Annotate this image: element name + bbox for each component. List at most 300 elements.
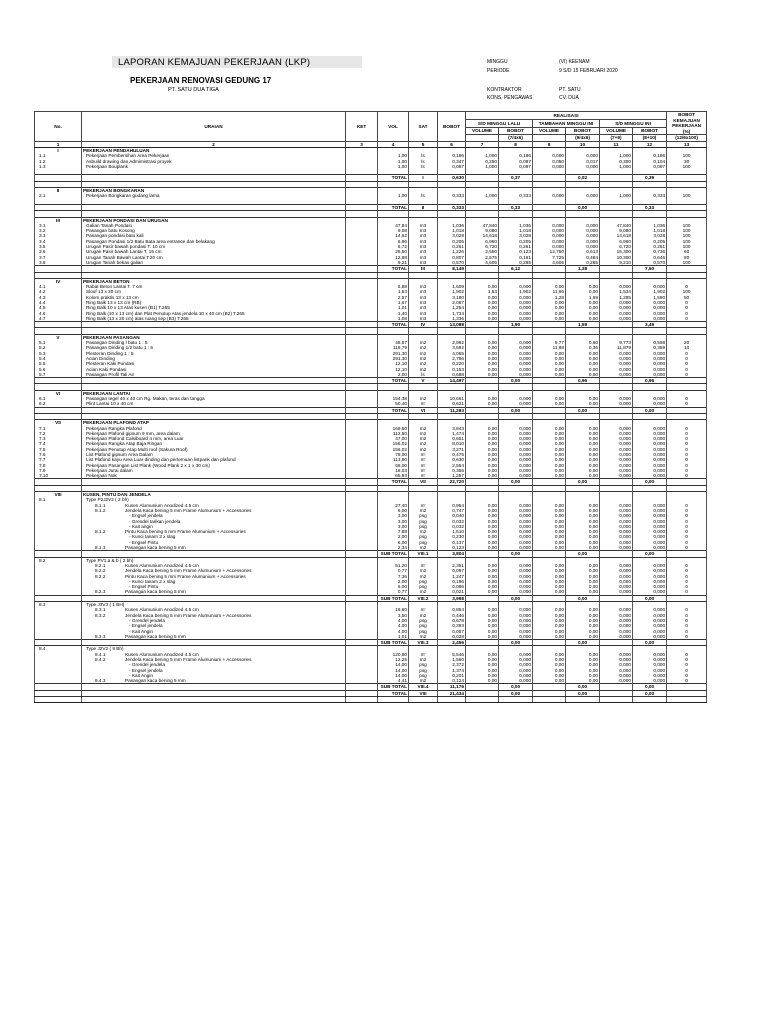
col-no: No. [35,112,82,142]
bobot-prev: 0,161 [499,255,533,260]
bobot-value: 5,546 [438,652,466,657]
volume-value: 50,40 [378,401,409,407]
volume-week: 0,00 [533,300,566,305]
formula: (8+10) [633,135,667,141]
empty-cell [35,697,82,703]
volume-value: 18,60 [378,607,409,612]
bobot-value: 0,678 [438,618,466,623]
volume-week: 0,00 [533,563,566,568]
progress-percent: 0 [667,574,707,579]
bobot-value: 3,028 [438,233,466,238]
empty-cell [378,697,409,703]
unit-value: m3 [409,228,438,233]
volume-week: 0,00 [533,678,566,684]
bobot-cum: 0,000 [633,431,667,436]
bobot-cum: 0,000 [633,441,667,446]
volume-prev: 0,00 [466,545,499,551]
bobot-cum: 0,000 [633,607,667,612]
bobot-week: 0,00 [566,441,600,446]
volume-cum: 0,000 [600,662,633,667]
unit-value: m2 [409,356,438,361]
volume-prev: 1,000 [466,164,499,169]
bobot-week: 0,285 [566,260,600,266]
volume-prev: 0,00 [466,508,499,513]
bobot-value: 0,021 [438,589,466,595]
volume-value: 6,72 [378,244,409,249]
volume-value: 7,88 [378,529,409,534]
volume-prev: 0,00 [466,623,499,628]
item-number: 7.1 [35,426,82,431]
volume-week: 0,000 [533,153,566,158]
bobot-value: 1,247 [438,574,466,579]
bobot-cum: 0,000 [633,361,667,366]
item-description: Pekerjaan Bouplank [82,164,346,169]
empty-cell [409,697,438,703]
bobot-week: 0,00 [566,513,600,518]
bobot-cum: 0,000 [633,396,667,401]
bobot-prev: 0,333 [499,193,533,198]
bobot-prev: 0,000 [499,584,533,589]
volume-week: 0,00 [533,503,566,508]
volume-cum: 0,000 [600,367,633,372]
item-description: Plesteran Kaki Pondasi [82,361,346,366]
item-description: Asbuild drawing dan Admimistrasi proyek [82,159,346,164]
unit-value: m3 [409,244,438,249]
volume-week: 0,00 [533,662,566,667]
progress-percent: 0 [667,316,707,322]
item-number: 4.4 [35,300,82,305]
bobot-prev: 0,000 [499,468,533,473]
volume-week: 0,00 [533,361,566,366]
spacer-row [35,697,707,703]
unit-value: m2 [409,678,438,684]
volume-week: 0,000 [533,193,566,198]
bobot-cum: 0,000 [633,589,667,595]
volume-value: 291,30 [378,351,409,356]
bobot-value: 0,854 [438,607,466,612]
volume-week: 0,00 [533,652,566,657]
volume-value: 48,87 [378,340,409,345]
sub-item-code: 8.2.2 [95,573,106,579]
item-description: Pekerjaan Rangka Plafond [82,426,346,431]
bobot-prev: 0,097 [499,164,533,169]
volume-prev: 0,00 [466,436,499,441]
column-number: 10 [566,141,600,147]
bobot-week: 0,00 [566,367,600,372]
bobot-week: 0,00 [566,372,600,378]
volume-value: 6,88 [378,284,409,289]
bobot-week: 0,00 [566,524,600,529]
bobot-week: 0,00 [566,607,600,612]
volume-prev: 1,000 [466,193,499,198]
item-description: Acian Dinding [82,356,346,361]
bobot-prev: 0,000 [499,441,533,446]
unit-value: m' [409,652,438,657]
item-description: Pasangan Dinding l batu 1 : 5 [82,340,346,345]
progress-percent: 0 [667,351,707,356]
volume-cum: 1,000 [600,164,633,169]
section-title: PEKERJAAN LANTAI [82,390,346,396]
unit-value: m3 [409,260,438,266]
bobot-prev: 0,087 [499,159,533,164]
volume-value: 51,20 [378,563,409,568]
unit-value: psg [409,629,438,634]
bobot-cum: 0,186 [633,153,667,158]
bobot-week: 0,00 [566,568,600,573]
volume-prev: 0,00 [466,463,499,468]
unit-value: m' [409,401,438,407]
item-description: Pasangan Dinding 1/2 batu 1 : 5 [82,345,346,350]
bobot-week: 0,00 [566,508,600,513]
column-number: 12 [633,141,667,147]
progress-percent: 0 [667,401,707,407]
total-bobot-cum: 0,00 [633,690,667,696]
bobot-value: 2,554 [438,463,466,468]
unit-value: m2 [409,613,438,618]
bobot-prev: 0,261 [499,244,533,249]
info-value: (VI) KEENAM [559,59,590,65]
progress-percent: 0 [667,519,707,524]
volume-value: 3,50 [378,613,409,618]
item-number: 4.2 [35,289,82,294]
volume-prev: 0,00 [466,563,499,568]
volume-cum: 6,960 [600,239,633,244]
total-section: VIII.2 [409,595,438,601]
section-number: I [35,147,82,153]
volume-week: 0,00 [533,634,566,640]
unit-value: m2 [409,574,438,579]
bobot-value: 0,220 [438,361,466,366]
bobot-value: 0,651 [438,436,466,441]
volume-prev: 0,00 [466,513,499,518]
volume-value: 12,25 [378,657,409,662]
formula: (7+9) [600,135,633,141]
bobot-week: 0,00 [566,629,600,634]
bobot-cum: 0,646 [633,255,667,260]
progress-percent: 0 [667,662,707,667]
volume-week: 0,000 [533,233,566,238]
total-bobot-prev: 0,00 [499,640,533,646]
volume-week: 0,00 [533,508,566,513]
progress-percent: 0 [667,563,707,568]
volume-cum: 0,000 [600,519,633,524]
bobot-value: 0,086 [438,584,466,589]
volume-cum: 0,000 [600,284,633,289]
volume-week: 0,00 [533,529,566,534]
volume-prev: 0,00 [466,579,499,584]
bobot-prev: 0,000 [499,574,533,579]
bobot-week: 0,00 [566,503,600,508]
total-section: V [409,378,438,384]
volume-cum: 0,000 [600,396,633,401]
progress-percent: 0 [667,468,707,473]
bobot-cum: 0,000 [633,367,667,372]
volume-week: 0,00 [533,519,566,524]
progress-percent: 0 [667,473,707,479]
total-bobot-week: 0,00 [566,551,600,557]
volume-prev: 0,00 [466,524,499,529]
volume-prev: 0,00 [466,452,499,457]
bobot-prev: 0,000 [499,401,533,407]
total-bobot: 0,630 [438,175,466,181]
volume-value: 14,62 [378,233,409,238]
progress-percent: 30 [667,159,707,164]
unit-value: m2 [409,589,438,595]
column-number: 3 [346,141,378,147]
sub-item-text: - Engsel Pintu [129,539,159,545]
progress-percent: 0 [667,668,707,673]
volume-prev: 0,00 [466,673,499,678]
item-number: 3.2 [35,228,82,233]
total-label: TOTAL [378,690,409,696]
col-kemajuan: BOBOT KEMAJUAN PEKERJAAN (%) [667,112,707,135]
volume-cum: 0,000 [600,436,633,441]
item-description: Pekerjaan Jurai dalam [82,468,346,473]
volume-cum: 9,210 [600,260,633,266]
bobot-week: 0,000 [566,233,600,238]
sub-item-text: - Engsel jendela [129,667,163,673]
column-number: 13 [667,141,707,147]
bobot-cum: 1,902 [633,289,667,294]
volume-week: 12,750 [533,249,566,254]
bobot-prev: 0,000 [499,508,533,513]
bobot-week: 0,00 [566,401,600,407]
total-bobot-week: 0,00 [566,595,600,601]
volume-value: 2,00 [378,534,409,539]
empty-cell [600,697,633,703]
volume-week: 11,88 [533,345,566,350]
item-number: 1.2 [35,159,82,164]
volume-cum: 0,000 [600,673,633,678]
item-number: 4.5 [35,305,82,310]
table-body [35,147,707,702]
volume-value: 2,00 [378,579,409,584]
volume-cum: 0,000 [600,574,633,579]
unit-value: m' [409,468,438,473]
total-label: TOTAL [378,322,409,328]
volume-week: 0,00 [533,311,566,316]
volume-cum: 0,000 [600,457,633,462]
bobot-value: 2,992 [438,340,466,345]
bobot-value: 0,475 [438,452,466,457]
info-label: MINGGU [487,59,508,65]
bobot-prev: 0,000 [499,295,533,300]
bobot-prev: 1,036 [499,223,533,228]
progress-percent: 100 [667,260,707,266]
sub-item-text: - Grendel jendela [129,617,165,623]
bobot-cum: 1,590 [633,295,667,300]
volume-week: 0,050 [533,159,566,164]
bobot-week: 0,00 [566,613,600,618]
col-ket: KET [346,112,378,142]
unit-value: psg [409,623,438,628]
bobot-value: 3,180 [438,295,466,300]
bobot-cum: 0,000 [633,584,667,589]
bobot-cum: 0,000 [633,513,667,518]
volume-cum: 15,300 [600,249,633,254]
item-number: 6.1 [35,396,82,401]
unit-value: m3 [409,300,438,305]
volume-cum: 1,534 [600,289,633,294]
item-number: 7.9 [35,468,82,473]
bobot-cum: 0,000 [633,305,667,310]
bobot-cum: 0,570 [633,260,667,266]
item-description: Ring Balk (10 x 13 cm) dan Plat Penutup Atas jendela 10 x 40 cm (B2) T.265 [82,311,346,316]
volume-week: 0,00 [533,524,566,529]
volume-value: 12,88 [378,255,409,260]
item-number: 7.10 [35,473,82,479]
bobot-cum: 0,000 [633,436,667,441]
bobot-value: 0,153 [438,367,466,372]
bobot-value: 0,196 [438,579,466,584]
bobot-cum: 0,000 [633,673,667,678]
total-label: SUB TOTAL [378,551,409,557]
sub-item-text: Pintu Kaca bening 5 mm Frame Alumunium + Accessories [125,573,246,579]
sub-item-text: Kusen Alumunium Anodized 4.5 cm [125,651,199,657]
col-realisasi: REALISASI [466,112,667,120]
total-section: VIII.3 [409,640,438,646]
item-description: Type J3V3 ( 1 BH) [82,602,346,608]
bobot-cum: 0,000 [633,426,667,431]
volume-week: 0,00 [533,657,566,662]
volume-prev: 0,00 [466,540,499,545]
volume-week: 0,000 [533,223,566,228]
bobot-week: 0,00 [566,289,600,294]
unit-value: m2 [409,367,438,372]
volume-cum: 0,000 [600,545,633,551]
item-number: 3.8 [35,260,82,266]
bobot-value: 1,510 [438,529,466,534]
volume-value: 25,50 [378,249,409,254]
bobot-cum: 0,000 [633,657,667,662]
total-bobot: 0,333 [438,204,466,210]
total-bobot-cum: 0,00 [633,407,667,413]
progress-percent: 0 [667,356,707,361]
volume-prev: 47,840 [466,223,499,228]
bobot-week: 0,00 [566,584,600,589]
item-description: Galian Tanah Pondasi [82,223,346,228]
total-section: VI [409,407,438,413]
total-section: IV [409,322,438,328]
item-description: Pekerjaan Penutup Atap Multi roof (Sakura Roof) [82,447,346,452]
volume-week: 0,00 [533,452,566,457]
progress-percent: 0 [667,584,707,589]
sub-item-text: Pasangan kaca bening 5 mm [125,678,186,684]
item-description: Ring Balk 13 x 13 cm (RB) [82,300,346,305]
volume-week: 0,00 [533,284,566,289]
volume-prev: 0,00 [466,534,499,539]
total-section: I [409,175,438,181]
section-number: III [35,217,82,223]
item-number: 3.5 [35,244,82,249]
volume-prev: 0,00 [466,372,499,378]
bobot-cum: 0,000 [633,678,667,684]
volume-cum: 0,000 [600,534,633,539]
volume-prev: 0,00 [466,629,499,634]
item-number: 4.6 [35,311,82,316]
volume-cum: 0,000 [600,401,633,407]
volume-week: 0,000 [533,164,566,169]
info-contractor [487,87,581,93]
bobot-week: 0,00 [566,284,600,289]
item-number: 7.7 [35,457,82,462]
bobot-value: 0,630 [438,457,466,462]
volume-prev: 0,00 [466,316,499,322]
item-description: Pasangan Pondasi 1/2 Batu Bata area entrance dan belakang [82,239,346,244]
total-bobot-cum: 0,39 [633,175,667,181]
total-bobot-week: 0,00 [566,690,600,696]
bobot-cum: 0,000 [633,284,667,289]
bobot-value: 10,661 [438,396,466,401]
sub-item-code: 8.3.2 [95,612,106,618]
volume-prev: 0,00 [466,401,499,407]
progress-percent: 20 [667,340,707,345]
volume-value: 7,36 [378,574,409,579]
volume-cum: 0,000 [600,426,633,431]
item-number: 8.2 [35,557,82,563]
total-bobot-prev: 0,33 [499,204,533,210]
volume-value: 291,30 [378,356,409,361]
sub-item-text: Kusen Alumunium Anodized 4.5 cm [125,607,199,613]
volume-value: 14,00 [378,668,409,673]
bobot-cum: 0,000 [633,613,667,618]
bobot-prev: 3,028 [499,233,533,238]
bobot-cum: 0,000 [633,311,667,316]
progress-percent: 0 [667,613,707,618]
section-number: IV [35,278,82,284]
volume-value: 6,96 [378,239,409,244]
progress-percent: 0 [667,431,707,436]
progress-percent: 0 [667,589,707,595]
volume-value: 14,00 [378,673,409,678]
bobot-prev: 0,000 [499,662,533,667]
bobot-value: 1,560 [438,657,466,662]
item-number: 5.4 [35,356,82,361]
bobot-cum: 0,000 [633,618,667,623]
project-title: PEKERJAAN RENOVASI GEDUNG 17 [130,76,272,85]
bobot-value: 1,336 [438,316,466,322]
bobot-prev: 0,000 [499,589,533,595]
volume-value: 12,10 [378,367,409,372]
bobot-value: 3,592 [438,345,466,350]
unit-value: m2 [409,436,438,441]
volume-value: 47,84 [378,223,409,228]
info-value: PT. SATU [559,87,581,93]
bobot-value: 1,257 [438,473,466,479]
total-label: TOTAL [378,378,409,384]
total-section: VIII.4 [409,684,438,690]
bobot-week: 0,00 [566,457,600,462]
company-name: PT. SATU DUA TIGA [168,87,219,93]
total-bobot-prev: 0,00 [499,551,533,557]
total-bobot-week: 1,38 [566,266,600,272]
bobot-prev: 0,000 [499,431,533,436]
bobot-week: 0,00 [566,652,600,657]
bobot-prev: 0,000 [499,534,533,539]
volume-value: 14,00 [378,662,409,667]
bobot-prev: 0,000 [499,284,533,289]
volume-week: 11,66 [533,289,566,294]
bobot-cum: 0,000 [633,300,667,305]
item-description: Pekerjaan Plafond gipsum 9 mm, area dalam [82,431,346,436]
section-title: KUSEN, PINTU DAN JENDELA [82,492,346,498]
progress-percent: 0 [667,634,707,640]
bobot-prev: 0,285 [499,260,533,266]
item-description: Type J2V2 ( 9 Bh) [82,646,346,652]
sub-item-text: - Kait angin [129,523,153,529]
bobot-value: 0,201 [438,673,466,678]
unit-value: m2 [409,441,438,446]
